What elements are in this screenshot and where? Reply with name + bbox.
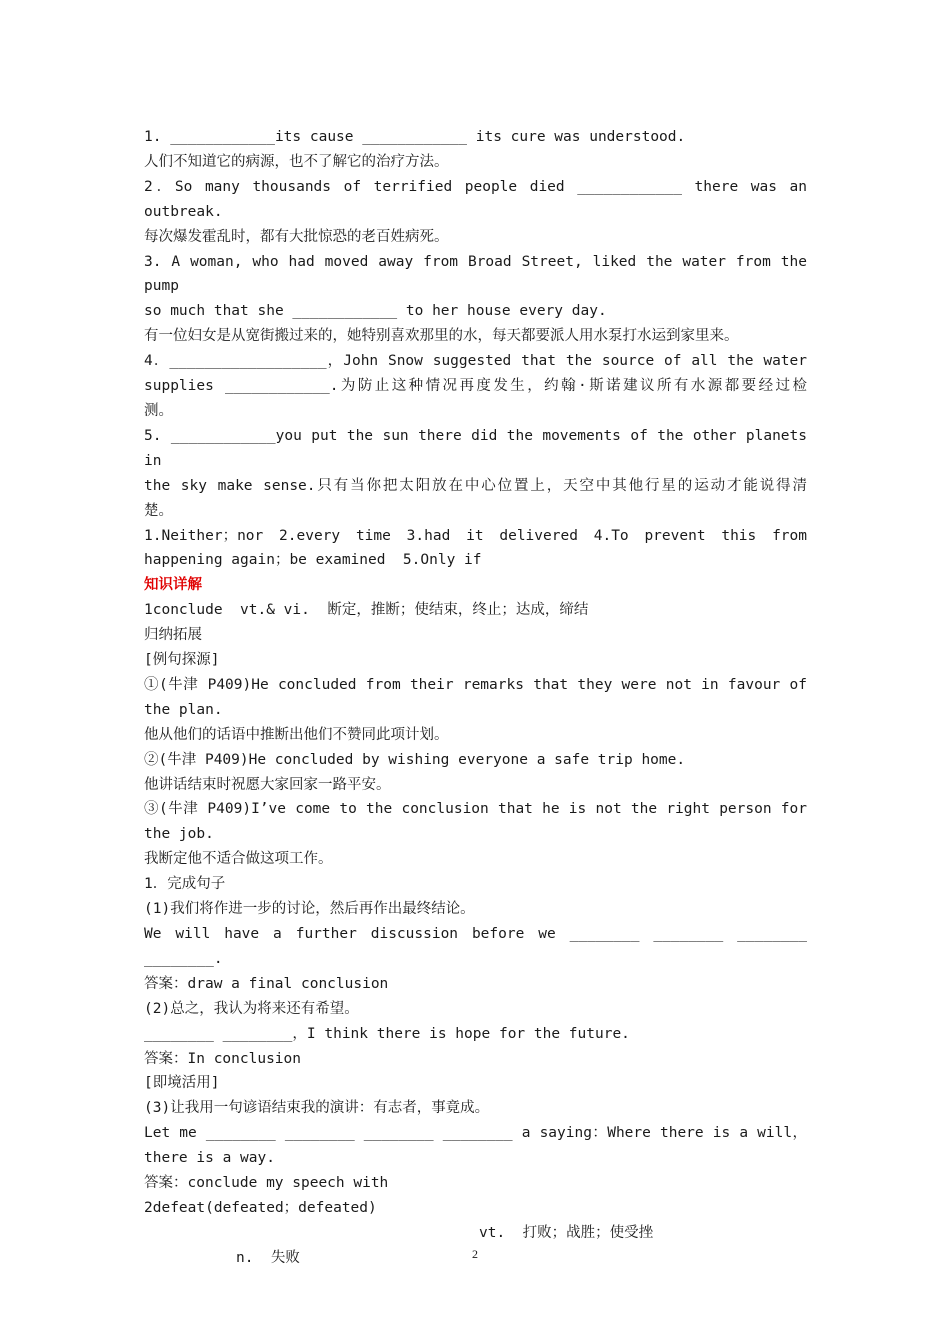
example-1-line-2: the plan.	[144, 701, 223, 718]
sentence-1-english-line-1: We will have a further discussion before we ________ ________ ________	[144, 926, 807, 942]
sentence-2-answer: 答案：In conclusion	[144, 1050, 301, 1067]
question-3-chinese: 有一位妇女是从宽街搬过来的，她特别喜欢那里的水，每天都要派人用水泵打水运到家里来。	[144, 328, 739, 345]
sentence-3-english-line-2: there is a way.	[144, 1150, 275, 1167]
source-label: [例句探源]	[144, 652, 220, 669]
example-1-chinese: 他从他们的话语中推断出他们不赞同此项计划。	[144, 726, 449, 743]
summary-label: 归纳拓展	[144, 627, 202, 644]
example-1-line-1: ①(牛津 P409)He concluded from their remarks that they were not in favour of	[144, 676, 807, 693]
sentence-3-answer: 答案：conclude my speech with	[144, 1175, 389, 1192]
sentence-2-chinese: (2)总之，我认为将来还有希望。	[144, 1000, 359, 1017]
question-1-english: 1. ____________its cause ____________ its cure was understood.	[144, 129, 686, 145]
page-number: 2	[472, 1247, 478, 1261]
task-label: 1．完成句子	[144, 876, 226, 893]
item-2-noun-meaning: n. 失败	[236, 1249, 300, 1266]
question-4-line-2: supplies ____________.为防止这种情况再度发生，约翰·斯诺建议所有水源都要经过检	[144, 378, 807, 395]
question-5-line-3: 楚。	[144, 502, 173, 519]
apply-label: [即境活用]	[144, 1075, 220, 1092]
sentence-1-answer: 答案：draw a final conclusion	[144, 975, 389, 992]
question-1-chinese: 人们不知道它的病源，也不了解它的治疗方法。	[144, 153, 449, 170]
question-2-english-line-1: 2．So many thousands of terrified people died ____________ there was an	[144, 178, 807, 195]
question-3-english-line-2: so much that she ____________ to her house every day.	[144, 303, 607, 320]
example-3-line-1: ③(牛津 P409)I’ve come to the conclusion that he is not the right person for	[144, 801, 807, 818]
sentence-3-chinese: (3)让我用一句谚语结束我的演讲：有志者，事竟成。	[144, 1100, 490, 1117]
answers-line-2: happening again；be examined 5.Only if	[144, 552, 482, 569]
section-heading: 知识详解	[144, 577, 202, 594]
example-2-english: ②(牛津 P409)He concluded by wishing everyone a safe trip home.	[144, 751, 686, 768]
item-2-verb-meaning: vt. 打败；战胜；使受挫	[479, 1224, 654, 1241]
example-3-chinese: 我断定他不适合做这项工作。	[144, 851, 333, 868]
item-2-title: 2defeat(defeated；defeated)	[144, 1199, 377, 1216]
question-2-english-line-2: outbreak.	[144, 203, 223, 220]
example-2-chinese: 他讲话结束时祝愿大家回家一路平安。	[144, 776, 391, 793]
example-3-line-2: the job.	[144, 826, 214, 843]
sentence-1-english-line-2: ________.	[144, 950, 223, 967]
sentence-3-english-line-1: Let me ________ ________ ________ ________ a saying：Where there is a will，	[144, 1125, 807, 1142]
sentence-2-english: ________ ________，I think there is hope for the future.	[144, 1025, 630, 1042]
question-5-line-2: the sky make sense.只有当你把太阳放在中心位置上，天空中其他行星的运动才能说得清	[144, 477, 807, 494]
page-content	[144, 125, 807, 1271]
answers-line-1: 1.Neither；nor 2.every time 3.had it delivered 4.To prevent this from	[144, 527, 807, 544]
sentence-1-chinese: (1)我们将作进一步的讨论，然后再作出最终结论。	[144, 901, 475, 918]
question-2-chinese: 每次爆发霍乱时，都有大批惊恐的老百姓病死。	[144, 228, 449, 245]
question-3-english-line-1: 3. A woman, who had moved away from Broad Street, liked the water from the pump	[144, 253, 807, 295]
question-4-line-1: 4．__________________，John Snow suggested that the source of all the water	[144, 353, 807, 370]
item-1-title: 1conclude vt.& vi. 断定，推断；使结束，终止；达成，缔结	[144, 602, 589, 619]
question-5-line-1: 5. ____________you put the sun there did the movements of the other planets in	[144, 427, 807, 469]
question-4-line-3: 测。	[144, 402, 173, 419]
